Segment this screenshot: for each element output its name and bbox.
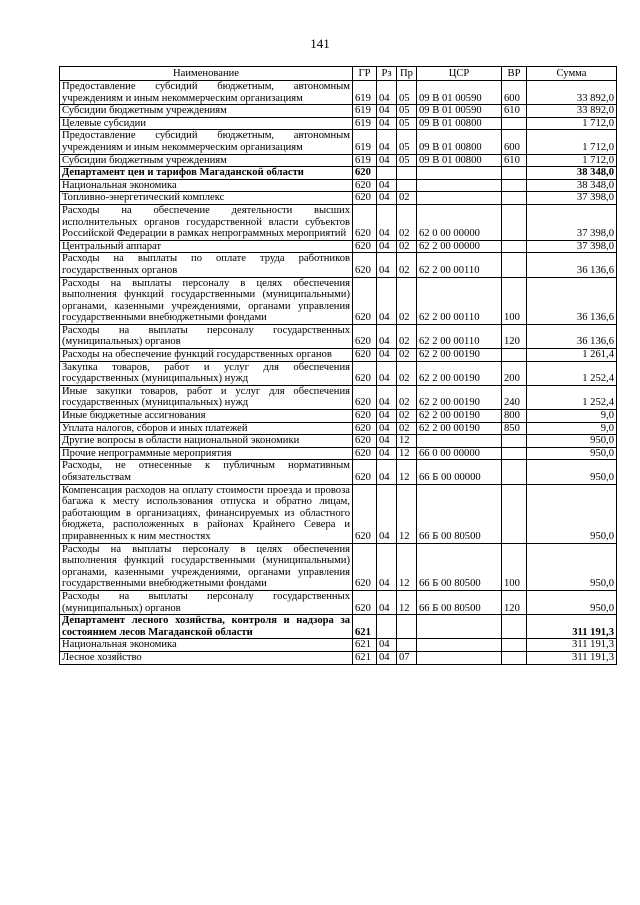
table-row xyxy=(60,435,617,448)
cell-vr: 120 xyxy=(502,324,527,348)
cell-gr: 620 xyxy=(353,277,377,324)
cell-vr: 120 xyxy=(502,590,527,614)
cell-rz: 04 xyxy=(377,460,397,484)
cell-csr: 66 0 00 00000 xyxy=(417,447,502,460)
cell-sum: 1 712,0 xyxy=(527,130,617,154)
cell-rz: 04 xyxy=(377,349,397,362)
cell-sum: 36 136,6 xyxy=(527,277,617,324)
cell-gr: 619 xyxy=(353,130,377,154)
cell-pr: 02 xyxy=(397,324,417,348)
cell-csr: 09 В 01 00800 xyxy=(417,130,502,154)
cell-csr: 09 В 01 00590 xyxy=(417,81,502,105)
table-row xyxy=(60,460,617,484)
cell-name: Расходы на обеспечение функций государственных органов xyxy=(60,349,353,362)
cell-name: Департамент лесного хозяйства, контроля и надзора за состоянием лесов Магаданской области xyxy=(60,615,353,639)
cell-pr: 02 xyxy=(397,240,417,253)
cell-name: Иные бюджетные ассигнования xyxy=(60,410,353,423)
cell-rz: 04 xyxy=(377,204,397,240)
cell-csr: 66 Б 00 80500 xyxy=(417,484,502,543)
table-row xyxy=(60,117,617,130)
cell-rz: 04 xyxy=(377,422,397,435)
header-vr: ВР xyxy=(502,67,527,81)
cell-sum: 311 191,3 xyxy=(527,651,617,664)
cell-vr xyxy=(502,240,527,253)
page-number: 141 xyxy=(310,36,330,51)
cell-sum: 311 191,3 xyxy=(527,639,617,652)
cell-vr: 100 xyxy=(502,543,527,590)
table-row xyxy=(60,324,617,348)
header-csr: ЦСР xyxy=(417,67,502,81)
cell-rz: 04 xyxy=(377,240,397,253)
cell-name: Национальная экономика xyxy=(60,639,353,652)
cell-pr xyxy=(397,167,417,180)
table-row xyxy=(60,204,617,240)
cell-pr: 02 xyxy=(397,410,417,423)
table-header-row xyxy=(60,67,617,81)
cell-gr: 620 xyxy=(353,240,377,253)
cell-rz: 04 xyxy=(377,81,397,105)
cell-gr: 619 xyxy=(353,117,377,130)
cell-gr: 620 xyxy=(353,167,377,180)
cell-sum: 950,0 xyxy=(527,590,617,614)
cell-rz: 04 xyxy=(377,651,397,664)
cell-vr xyxy=(502,192,527,205)
table-row xyxy=(60,361,617,385)
cell-gr: 620 xyxy=(353,590,377,614)
table-row xyxy=(60,651,617,664)
cell-name: Расходы на выплаты персоналу государственных (муниципальных) органов xyxy=(60,590,353,614)
table-row xyxy=(60,154,617,167)
cell-rz: 04 xyxy=(377,410,397,423)
cell-csr: 62 2 00 00190 xyxy=(417,410,502,423)
cell-csr xyxy=(417,639,502,652)
cell-vr: 610 xyxy=(502,105,527,118)
cell-csr: 62 2 00 00190 xyxy=(417,385,502,409)
table-row xyxy=(60,179,617,192)
cell-name: Уплата налогов, сборов и иных платежей xyxy=(60,422,353,435)
table-row xyxy=(60,615,617,639)
cell-csr: 62 0 00 00000 xyxy=(417,204,502,240)
cell-pr: 02 xyxy=(397,422,417,435)
cell-rz xyxy=(377,615,397,639)
table-row xyxy=(60,484,617,543)
cell-name: Топливно-энергетический комплекс xyxy=(60,192,353,205)
cell-pr xyxy=(397,179,417,192)
cell-gr: 620 xyxy=(353,204,377,240)
cell-gr: 620 xyxy=(353,192,377,205)
cell-vr: 800 xyxy=(502,410,527,423)
cell-gr: 620 xyxy=(353,361,377,385)
cell-gr: 620 xyxy=(353,179,377,192)
cell-pr: 02 xyxy=(397,253,417,277)
cell-name: Лесное хозяйство xyxy=(60,651,353,664)
cell-vr xyxy=(502,117,527,130)
cell-sum: 950,0 xyxy=(527,484,617,543)
cell-csr xyxy=(417,167,502,180)
cell-rz: 04 xyxy=(377,277,397,324)
cell-gr: 620 xyxy=(353,349,377,362)
cell-rz: 04 xyxy=(377,543,397,590)
table-row xyxy=(60,639,617,652)
cell-gr: 620 xyxy=(353,435,377,448)
cell-vr xyxy=(502,484,527,543)
cell-rz: 04 xyxy=(377,117,397,130)
header-sum: Сумма xyxy=(527,67,617,81)
cell-pr: 05 xyxy=(397,81,417,105)
cell-csr: 66 Б 00 80500 xyxy=(417,543,502,590)
cell-pr: 07 xyxy=(397,651,417,664)
cell-name: Расходы на выплаты персоналу государственных (муниципальных) органов xyxy=(60,324,353,348)
cell-gr: 619 xyxy=(353,81,377,105)
cell-vr xyxy=(502,253,527,277)
cell-sum: 37 398,0 xyxy=(527,240,617,253)
cell-csr: 66 Б 00 80500 xyxy=(417,590,502,614)
table-row xyxy=(60,385,617,409)
cell-sum: 36 136,6 xyxy=(527,253,617,277)
cell-rz: 04 xyxy=(377,590,397,614)
cell-vr: 850 xyxy=(502,422,527,435)
cell-sum: 311 191,3 xyxy=(527,615,617,639)
cell-csr xyxy=(417,435,502,448)
table-row xyxy=(60,543,617,590)
cell-vr xyxy=(502,349,527,362)
cell-rz xyxy=(377,167,397,180)
cell-sum: 9,0 xyxy=(527,422,617,435)
cell-gr: 620 xyxy=(353,460,377,484)
cell-sum: 1 712,0 xyxy=(527,117,617,130)
cell-gr: 620 xyxy=(353,543,377,590)
cell-pr: 12 xyxy=(397,435,417,448)
table-row xyxy=(60,349,617,362)
cell-gr: 621 xyxy=(353,615,377,639)
cell-rz: 04 xyxy=(377,253,397,277)
cell-rz: 04 xyxy=(377,484,397,543)
cell-sum: 950,0 xyxy=(527,435,617,448)
cell-rz: 04 xyxy=(377,385,397,409)
cell-vr: 600 xyxy=(502,81,527,105)
cell-rz: 04 xyxy=(377,324,397,348)
cell-csr: 62 2 00 00110 xyxy=(417,253,502,277)
cell-sum: 33 892,0 xyxy=(527,105,617,118)
cell-gr: 620 xyxy=(353,324,377,348)
cell-sum: 37 398,0 xyxy=(527,204,617,240)
cell-pr: 05 xyxy=(397,130,417,154)
table-row xyxy=(60,590,617,614)
cell-csr: 62 2 00 00190 xyxy=(417,349,502,362)
table-row xyxy=(60,240,617,253)
table-row xyxy=(60,410,617,423)
cell-sum: 950,0 xyxy=(527,460,617,484)
table-row xyxy=(60,81,617,105)
cell-rz: 04 xyxy=(377,435,397,448)
header-rz: Рз xyxy=(377,67,397,81)
table-row xyxy=(60,167,617,180)
cell-gr: 620 xyxy=(353,484,377,543)
cell-rz: 04 xyxy=(377,130,397,154)
cell-csr xyxy=(417,192,502,205)
cell-name: Расходы на выплаты персоналу в целях обеспечения выполнения функций государственными (муниципальными) органами, казенными учреждениями, органами управления государственными внебюджетными фондами xyxy=(60,543,353,590)
cell-vr xyxy=(502,460,527,484)
cell-pr: 02 xyxy=(397,385,417,409)
cell-csr xyxy=(417,179,502,192)
cell-vr: 600 xyxy=(502,130,527,154)
cell-sum: 950,0 xyxy=(527,543,617,590)
cell-gr: 620 xyxy=(353,385,377,409)
table-row xyxy=(60,447,617,460)
cell-gr: 620 xyxy=(353,422,377,435)
cell-sum: 1 252,4 xyxy=(527,361,617,385)
table-row xyxy=(60,277,617,324)
cell-name: Другие вопросы в области национальной экономики xyxy=(60,435,353,448)
cell-sum: 38 348,0 xyxy=(527,179,617,192)
cell-gr: 620 xyxy=(353,410,377,423)
cell-csr: 62 2 00 00190 xyxy=(417,361,502,385)
cell-vr xyxy=(502,179,527,192)
cell-name: Расходы на обеспечение деятельности высших исполнительных органов государственной власти субъектов Российской Федерации в рамках непрограммных мероприятий xyxy=(60,204,353,240)
cell-csr: 62 2 00 00110 xyxy=(417,277,502,324)
cell-name: Прочие непрограммные мероприятия xyxy=(60,447,353,460)
cell-csr xyxy=(417,651,502,664)
cell-name: Целевые субсидии xyxy=(60,117,353,130)
cell-vr: 610 xyxy=(502,154,527,167)
table-row xyxy=(60,130,617,154)
cell-name: Центральный аппарат xyxy=(60,240,353,253)
cell-vr xyxy=(502,615,527,639)
cell-vr: 200 xyxy=(502,361,527,385)
cell-name: Предоставление субсидий бюджетным, автономным учреждениям и иным некоммерческим организациям xyxy=(60,130,353,154)
cell-pr: 02 xyxy=(397,361,417,385)
cell-pr: 12 xyxy=(397,484,417,543)
cell-sum: 1 712,0 xyxy=(527,154,617,167)
cell-rz: 04 xyxy=(377,192,397,205)
cell-sum: 37 398,0 xyxy=(527,192,617,205)
cell-sum: 33 892,0 xyxy=(527,81,617,105)
cell-sum: 1 261,4 xyxy=(527,349,617,362)
cell-pr: 12 xyxy=(397,543,417,590)
cell-csr xyxy=(417,615,502,639)
table-row xyxy=(60,253,617,277)
table-row xyxy=(60,192,617,205)
cell-rz: 04 xyxy=(377,361,397,385)
table-row xyxy=(60,422,617,435)
cell-gr: 619 xyxy=(353,154,377,167)
cell-name: Департамент цен и тарифов Магаданской области xyxy=(60,167,353,180)
cell-name: Закупка товаров, работ и услуг для обеспечения государственных (муниципальных) нужд xyxy=(60,361,353,385)
header-name: Наименование xyxy=(60,67,353,81)
cell-sum: 1 252,4 xyxy=(527,385,617,409)
cell-sum: 9,0 xyxy=(527,410,617,423)
cell-name: Субсидии бюджетным учреждениям xyxy=(60,154,353,167)
cell-rz: 04 xyxy=(377,179,397,192)
cell-csr: 62 2 00 00190 xyxy=(417,422,502,435)
cell-vr: 100 xyxy=(502,277,527,324)
cell-rz: 04 xyxy=(377,639,397,652)
cell-gr: 620 xyxy=(353,447,377,460)
cell-vr xyxy=(502,651,527,664)
cell-csr: 09 В 01 00800 xyxy=(417,154,502,167)
cell-name: Расходы на выплаты по оплате труда работников государственных органов xyxy=(60,253,353,277)
cell-gr: 621 xyxy=(353,651,377,664)
cell-name: Расходы на выплаты персоналу в целях обеспечения выполнения функций государственными (муниципальными) органами, казенными учреждениями, органами управления государственными внебюджетными фондами xyxy=(60,277,353,324)
cell-vr xyxy=(502,639,527,652)
cell-vr xyxy=(502,447,527,460)
cell-gr: 619 xyxy=(353,105,377,118)
cell-sum: 36 136,6 xyxy=(527,324,617,348)
cell-csr: 09 В 01 00590 xyxy=(417,105,502,118)
cell-name: Иные закупки товаров, работ и услуг для обеспечения государственных (муниципальных) нужд xyxy=(60,385,353,409)
cell-csr: 62 2 00 00000 xyxy=(417,240,502,253)
cell-pr: 02 xyxy=(397,192,417,205)
cell-pr xyxy=(397,639,417,652)
cell-pr: 05 xyxy=(397,117,417,130)
cell-name: Расходы, не отнесенные к публичным нормативным обязательствам xyxy=(60,460,353,484)
cell-vr: 240 xyxy=(502,385,527,409)
cell-name: Национальная экономика xyxy=(60,179,353,192)
cell-pr: 05 xyxy=(397,105,417,118)
cell-pr: 12 xyxy=(397,460,417,484)
cell-pr: 02 xyxy=(397,277,417,324)
table-row xyxy=(60,105,617,118)
cell-rz: 04 xyxy=(377,105,397,118)
cell-name: Субсидии бюджетным учреждениям xyxy=(60,105,353,118)
cell-pr: 02 xyxy=(397,349,417,362)
cell-csr: 09 В 01 00800 xyxy=(417,117,502,130)
cell-pr: 12 xyxy=(397,590,417,614)
cell-vr xyxy=(502,204,527,240)
cell-pr: 02 xyxy=(397,204,417,240)
cell-sum: 38 348,0 xyxy=(527,167,617,180)
cell-pr xyxy=(397,615,417,639)
cell-pr: 12 xyxy=(397,447,417,460)
budget-table xyxy=(59,66,617,665)
cell-name: Предоставление субсидий бюджетным, автономным учреждениям и иным некоммерческим организациям xyxy=(60,81,353,105)
cell-name: Компенсация расходов на оплату стоимости проезда и провоза багажа к месту использования отпуска и обратно лицам, работающим в организациях, финансируемых из областного бюджета, расположенных в районах Крайнего Севера и приравненных к ним местностях xyxy=(60,484,353,543)
cell-rz: 04 xyxy=(377,447,397,460)
cell-vr xyxy=(502,167,527,180)
cell-gr: 621 xyxy=(353,639,377,652)
cell-csr: 62 2 00 00110 xyxy=(417,324,502,348)
cell-csr: 66 Б 00 00000 xyxy=(417,460,502,484)
header-gr: ГР xyxy=(353,67,377,81)
cell-vr xyxy=(502,435,527,448)
cell-sum: 950,0 xyxy=(527,447,617,460)
cell-gr: 620 xyxy=(353,253,377,277)
header-pr: Пр xyxy=(397,67,417,81)
cell-rz: 04 xyxy=(377,154,397,167)
cell-pr: 05 xyxy=(397,154,417,167)
